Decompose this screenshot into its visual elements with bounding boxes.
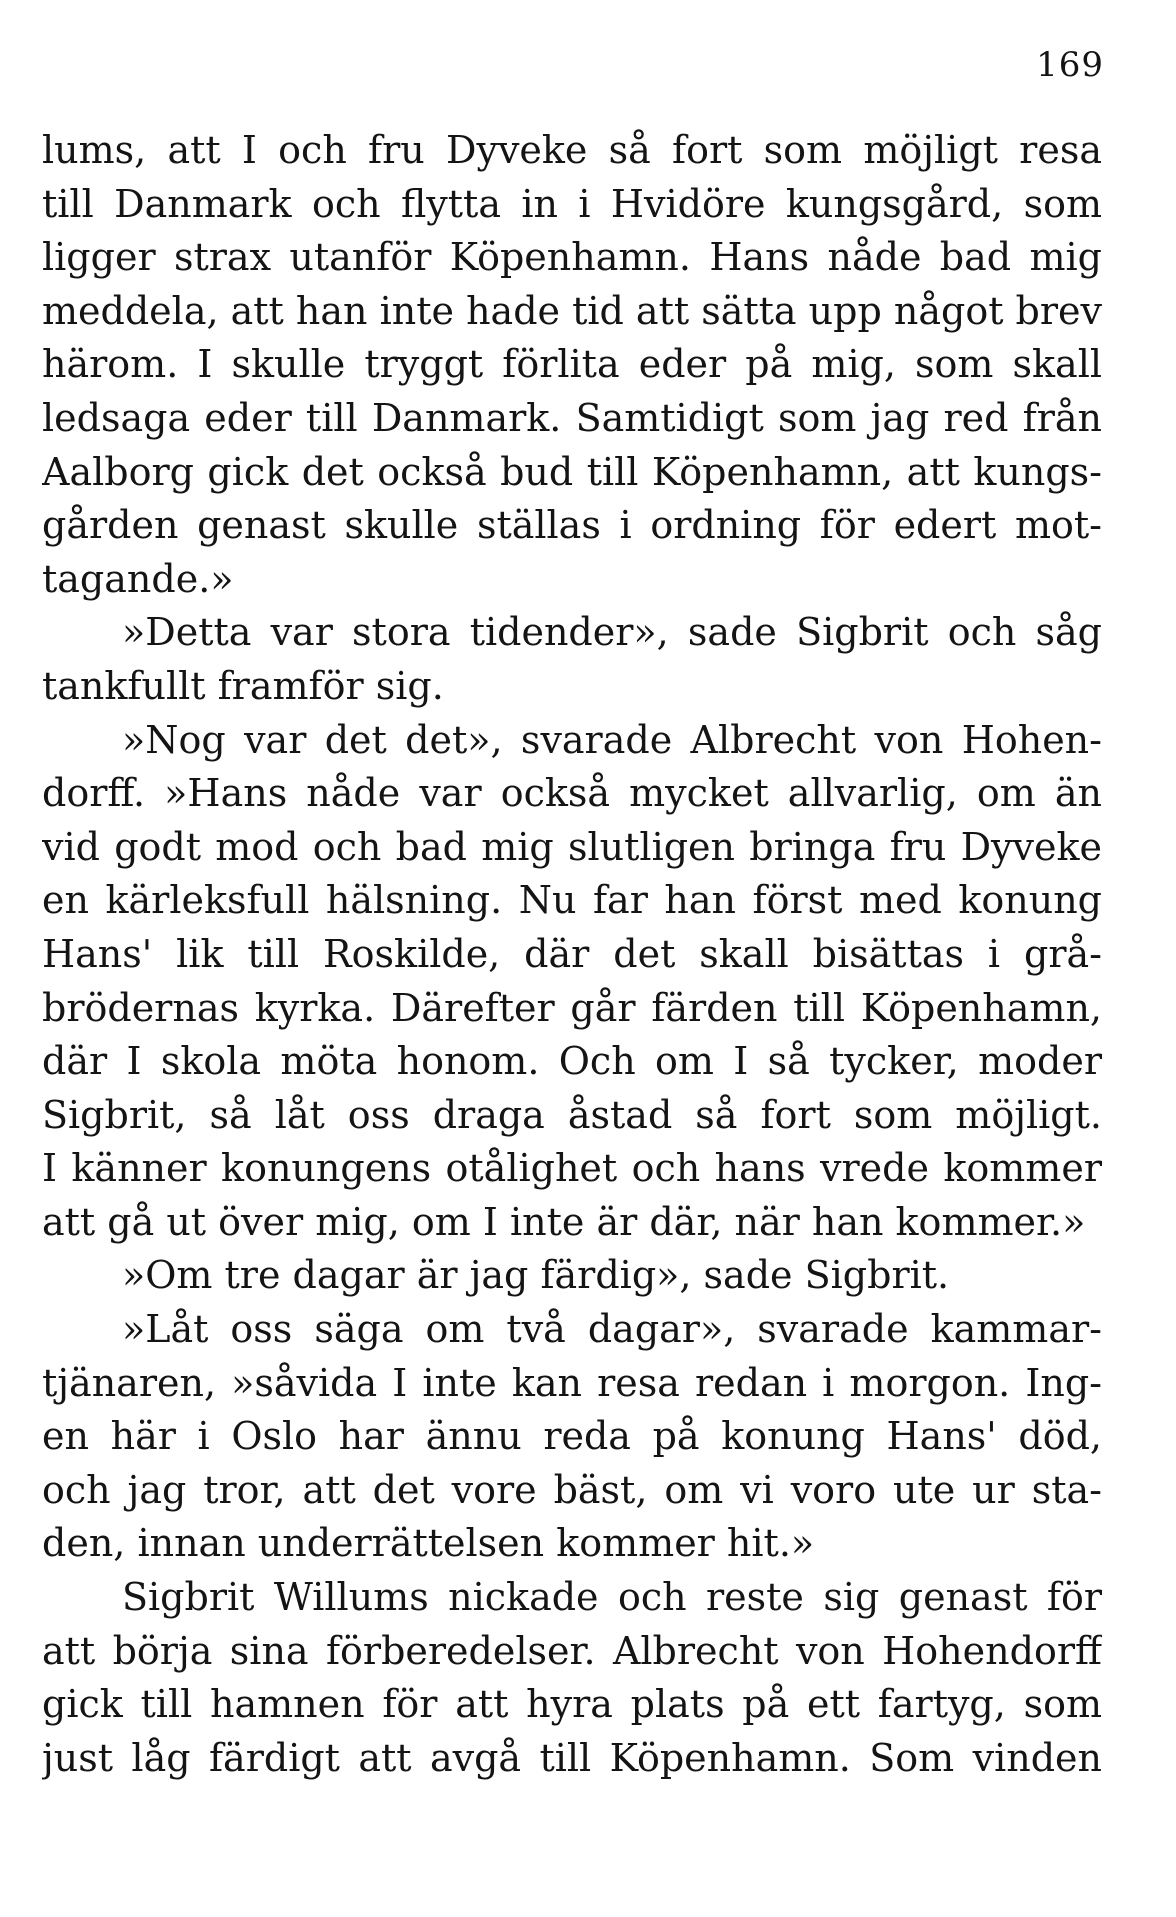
text-line: att gå ut över mig, om I inte är där, när han kommer.» xyxy=(42,1199,1086,1244)
text-line: en här i Oslo har ännu reda på konung Hans' död, xyxy=(42,1414,1102,1459)
text-line: vid godt mod och bad mig slutligen bringa fru Dyveke xyxy=(42,824,1102,869)
text-line: härom. I skulle tryggt förlita eder på mig, som skall xyxy=(42,342,1102,387)
text-line: ligger strax utanför Köpenhamn. Hans nåde bad mig xyxy=(42,235,1102,280)
text-line: lums, att I och fru Dyveke så fort som möjligt resa xyxy=(42,128,1102,172)
text-line: »Detta var stora tidender», sade Sigbrit och såg xyxy=(122,610,1102,655)
paragraph xyxy=(42,1303,1102,1571)
text-line: Sigbrit, så låt oss draga åstad så fort som möjligt. xyxy=(42,1092,1102,1137)
text-line: Sigbrit Willums nickade och reste sig genast för xyxy=(122,1575,1102,1620)
page-number: 169 xyxy=(1036,45,1104,85)
paragraph xyxy=(42,714,1102,1250)
paragraph xyxy=(42,1249,1102,1303)
body-text xyxy=(42,124,1102,1785)
text-line: dorff. »Hans nåde var också mycket allvarlig, om än xyxy=(42,771,1102,816)
text-line: meddela, att han inte hade tid att sätta upp något brev xyxy=(42,288,1102,333)
text-line: »Låt oss säga om två dagar», svarade kammar- xyxy=(122,1307,1102,1352)
text-line: Hans' lik till Roskilde, där det skall bisättas i grå- xyxy=(42,931,1102,976)
text-line: gården genast skulle ställas i ordning för edert mot- xyxy=(42,503,1102,548)
text-line: just låg färdigt att avgå till Köpenhamn. Som vinden xyxy=(42,1735,1102,1780)
text-line: och jag tror, att det vore bäst, om vi voro ute ur sta- xyxy=(42,1467,1102,1512)
text-line: tagande.» xyxy=(42,556,234,601)
text-line: »Nog var det det», svarade Albrecht von Hohen- xyxy=(122,717,1102,762)
text-line: tjänaren, »såvida I inte kan resa redan i morgon. Ing- xyxy=(42,1360,1102,1405)
text-line: ledsaga eder till Danmark. Samtidigt som jag red från xyxy=(42,395,1102,440)
paragraph xyxy=(42,606,1102,713)
text-line: gick till hamnen för att hyra plats på ett fartyg, som xyxy=(42,1682,1102,1727)
text-line: den, innan underrättelsen kommer hit.» xyxy=(42,1521,815,1566)
text-line: I känner konungens otålighet och hans vrede kommer xyxy=(42,1146,1102,1191)
text-line: att börja sina förberedelser. Albrecht von Hohendorff xyxy=(42,1628,1102,1673)
paragraph xyxy=(42,124,1102,606)
text-line: tankfullt framför sig. xyxy=(42,663,444,708)
paragraph xyxy=(42,1571,1102,1785)
text-line: »Om tre dagar är jag färdig», sade Sigbrit. xyxy=(122,1253,950,1298)
text-line: Aalborg gick det också bud till Köpenhamn, att kungs- xyxy=(42,449,1102,494)
text-line: till Danmark och flytta in i Hvidöre kungsgård, som xyxy=(42,181,1102,226)
text-line: en kärleksfull hälsning. Nu far han först med konung xyxy=(42,878,1102,923)
text-line: brödernas kyrka. Därefter går färden till Köpenhamn, xyxy=(42,985,1102,1030)
text-line: där I skola möta honom. Och om I så tycker, moder xyxy=(42,1039,1102,1084)
